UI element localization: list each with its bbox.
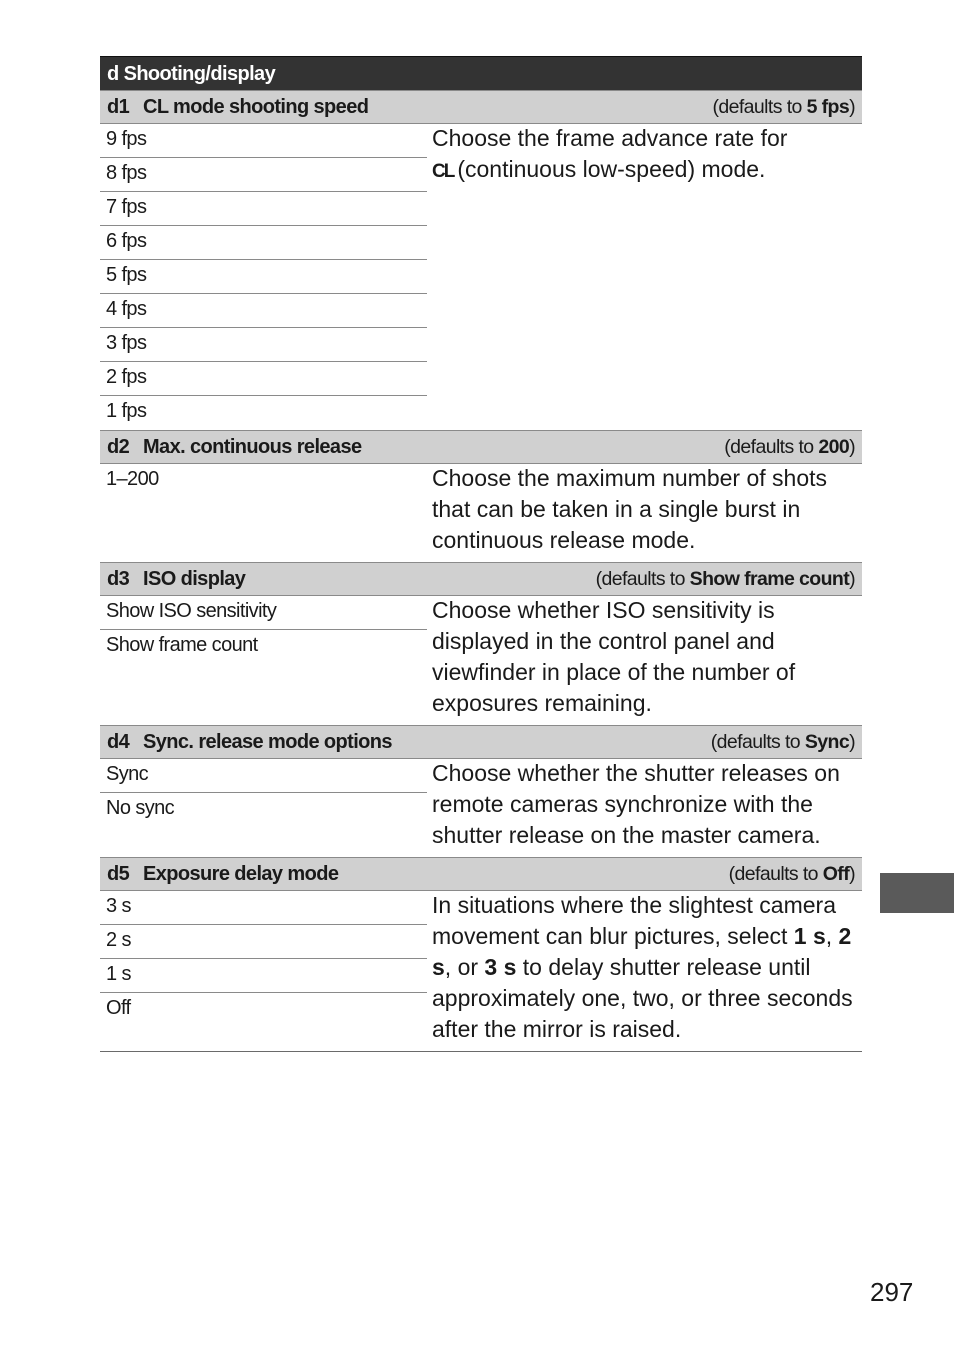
option-row: Show frame count: [106, 634, 258, 656]
option-row: 8 fps: [100, 158, 427, 192]
item-code: d4: [107, 730, 130, 753]
option-row: 3 s: [100, 891, 427, 925]
option-row: Show ISO sensitivity: [100, 596, 427, 630]
item-body-d5: [100, 891, 862, 1052]
item-body-d1: [100, 124, 862, 430]
default-value: Show frame count: [689, 567, 850, 590]
item-header-d2: [100, 430, 862, 464]
item-description: [427, 123, 862, 430]
desc-text: ,: [825, 923, 839, 949]
page-number: 297: [870, 1277, 914, 1307]
default-prefix: (defaults to: [595, 567, 690, 590]
default-value: Off: [822, 862, 850, 885]
option-list: [100, 124, 427, 430]
option-row: 9 fps: [100, 124, 427, 158]
option-row: 4 fps: [100, 294, 427, 328]
item-description: [427, 890, 862, 1051]
default-value: Sync: [804, 730, 850, 753]
option-row: 2 fps: [100, 362, 427, 396]
item-header-d5: [100, 857, 862, 891]
option-row: 1 fps: [106, 400, 147, 422]
option-row: 3 fps: [100, 328, 427, 362]
item-description: Choose the maximum number of shots that can be taken in a single burst in continuous release mode.: [432, 465, 828, 553]
option-row: 1 s: [100, 959, 427, 993]
item-code: d5: [107, 862, 130, 885]
desc-bold: 2 s: [432, 923, 852, 980]
default-prefix: (defaults to: [724, 435, 819, 458]
chapter-tab: [880, 873, 954, 913]
item-default: [711, 731, 855, 754]
item-heading: [107, 96, 368, 119]
cl-mode-icon: CL: [432, 161, 454, 182]
default-suffix: ): [849, 567, 855, 590]
desc-bold: 1 s: [793, 923, 826, 949]
item-title: Exposure delay mode: [143, 862, 339, 885]
item-heading: [107, 863, 338, 886]
desc-text: In situations where the slightest camera movement can blur pictures, select: [432, 892, 836, 949]
item-header-d3: [100, 562, 862, 596]
default-prefix: (defaults to: [710, 730, 805, 753]
option-row: 2 s: [100, 925, 427, 959]
desc-line: Choose the frame advance rate for: [432, 125, 788, 151]
option-row: No sync: [106, 797, 175, 819]
item-title: ISO display: [143, 567, 246, 590]
option-row: 5 fps: [100, 260, 427, 294]
section-header: [100, 56, 862, 90]
section-title: d Shooting/display: [107, 63, 276, 85]
item-header-d1: [100, 90, 862, 124]
desc-text: to delay shutter release until approximately one, two, or three seconds after the mirror is raised.: [432, 954, 853, 1042]
option-row: 7 fps: [100, 192, 427, 226]
option-row: 1–200: [106, 468, 159, 490]
default-suffix: ): [849, 95, 855, 118]
default-prefix: (defaults to: [728, 862, 823, 885]
default-value: 200: [818, 435, 850, 458]
item-code: d2: [107, 435, 130, 458]
item-header-d4: [100, 725, 862, 759]
default-prefix: (defaults to: [712, 95, 807, 118]
settings-table: [100, 56, 862, 1052]
desc-bold: 3 s: [484, 954, 517, 980]
option-row: 6 fps: [100, 226, 427, 260]
default-suffix: ): [849, 730, 855, 753]
item-body-d4: [100, 759, 862, 857]
item-heading: [107, 731, 392, 754]
item-heading: [107, 568, 245, 591]
option-row: Sync: [100, 759, 427, 793]
item-body-d3: [100, 596, 862, 725]
item-default: [712, 96, 855, 119]
item-heading: [107, 436, 362, 459]
option-list: [100, 891, 427, 1051]
desc-line: (continuous low-speed) mode.: [457, 156, 766, 182]
item-code: d1: [107, 95, 130, 118]
item-title: Max. continuous release: [143, 435, 362, 458]
item-description: Choose whether ISO sensitivity is displayed in the control panel and viewfinder in place of the number of exposures remaining.: [432, 597, 796, 716]
item-default: [729, 863, 855, 886]
item-code: d3: [107, 567, 130, 590]
item-description: Choose whether the shutter releases on remote cameras synchronize with the shutter release on the master camera.: [432, 760, 840, 848]
default-suffix: ): [849, 435, 855, 458]
default-value: 5 fps: [806, 95, 850, 118]
desc-text: , or: [444, 954, 485, 980]
option-list: [100, 464, 427, 562]
option-list: [100, 596, 427, 725]
item-default: [724, 436, 855, 459]
option-row: Off: [106, 997, 131, 1019]
option-list: [100, 759, 427, 857]
item-default: [596, 568, 855, 591]
item-body-d2: [100, 464, 862, 562]
item-title: Sync. release mode options: [143, 730, 392, 753]
item-title: CL mode shooting speed: [143, 95, 369, 118]
default-suffix: ): [849, 862, 855, 885]
